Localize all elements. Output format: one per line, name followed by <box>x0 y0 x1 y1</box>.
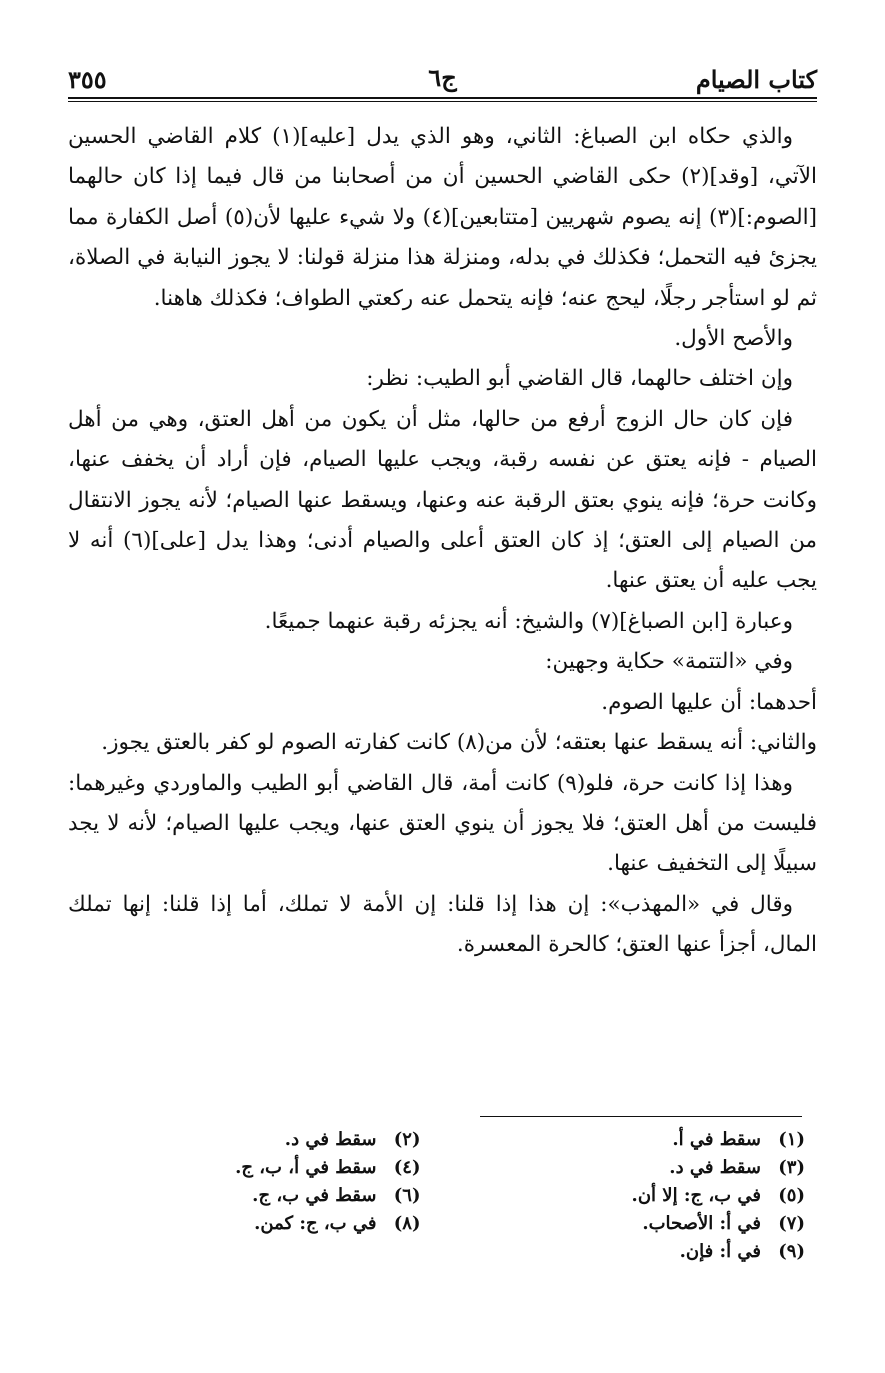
header-rule <box>68 97 817 99</box>
footnote-number: (٥) <box>778 1185 805 1206</box>
header-rule-thin <box>68 101 817 102</box>
footnote-number: (٢) <box>393 1129 421 1150</box>
footnote-number: (٣) <box>778 1157 805 1178</box>
paragraph: وإن اختلف حالهما، قال القاضي أبو الطيب: نظر: <box>366 366 793 392</box>
paragraph: والذي حكاه ابن الصباغ: الثاني، وهو الذي يدل [عليه](١) كلام القاضي الحسين الآتي، [وقد](٢) حكى القاضي الحسين أن من أصحابنا من قال فيما إذا كان حالهما [الصوم:](٣) إنه يصوم شهريين [متتابعين](٤) ولا شيء عليها لأن(٥) أصل الكفارة مما يجزئ فيه التحمل؛ فكذلك في بدله، ومنزلة هذا منزلة قولنا: لا يجوز النيابة في الصلاة، ثم لو استأجر رجلًا، ليحج عنه؛ فإنه يتحمل عنه ركعتي الطواف؛ فكذلك هاهنا. <box>68 124 817 311</box>
volume-label: ج٦ <box>428 63 457 92</box>
footnote-text: سقط في ب، ج. <box>252 1185 377 1206</box>
paragraph: وقال في «المهذب»: إن هذا إذا قلنا: إن الأمة لا تملك، أما إذا قلنا: إنها تملك المال، أجزأ عنها العتق؛ كالحرة المعسرة. <box>68 891 817 958</box>
footnote <box>68 1210 433 1238</box>
footnote-number: (٨) <box>393 1213 421 1234</box>
footnote <box>68 1154 433 1182</box>
footnote <box>453 1182 818 1210</box>
page-number: ٣٥٥ <box>68 65 107 94</box>
paragraph: وفي «التتمة» حكاية وجهين: <box>545 649 793 675</box>
footnote-number: (٤) <box>393 1157 421 1178</box>
footnote <box>68 1126 433 1154</box>
paragraph: وعبارة [ابن الصباغ](٧) والشيخ: أنه يجزئه رقبة عنهما جميعًا. <box>264 608 793 634</box>
footnote-text: سقط في أ. <box>672 1129 761 1150</box>
paragraph: والأصح الأول. <box>674 326 793 352</box>
chapter-title: كتاب الصيام <box>695 65 817 94</box>
footnotes <box>68 1126 817 1266</box>
footnote-number: (٩) <box>778 1241 805 1262</box>
footnote-number: (٧) <box>778 1213 805 1234</box>
footnote-text: في أ: الأصحاب. <box>642 1213 761 1234</box>
footnote <box>453 1154 818 1182</box>
footnote-text: في أ: فإن. <box>679 1241 761 1262</box>
footnote-text: في ب، ج: إلا أن. <box>631 1185 761 1206</box>
footnote <box>68 1182 433 1210</box>
footnote <box>453 1126 818 1154</box>
footnote-text: سقط في د. <box>669 1157 761 1178</box>
footnote-text: سقط في أ، ب، ج. <box>235 1157 377 1178</box>
paragraph: والثاني: أنه يسقط عنها بعتقه؛ لأن من(٨) كانت كفارته الصوم لو كفر بالعتق يجوز. <box>101 730 817 756</box>
footnote-rule <box>480 1116 802 1117</box>
main-text <box>68 117 817 966</box>
footnote-text: سقط في د. <box>284 1129 377 1150</box>
footnote-text: في ب، ج: كمن. <box>254 1213 377 1234</box>
footnote <box>453 1238 818 1266</box>
paragraph: أحدهما: أن عليها الصوم. <box>601 689 817 715</box>
footnote <box>453 1210 818 1238</box>
footnote-number: (١) <box>778 1129 805 1150</box>
paragraph: وهذا إذا كانت حرة، فلو(٩) كانت أمة، قال القاضي أبو الطيب والماوردي وغيرهما: فليست من أهل العتق؛ فلا يجوز أن ينوي العتق عنها، ويجب عليها الصيام؛ لأنه لا يجد سبيلًا إلى التخفيف عنها. <box>68 770 817 877</box>
footnote-number: (٦) <box>393 1185 421 1206</box>
page-header <box>68 52 817 94</box>
paragraph: فإن كان حال الزوج أرفع من حالها، مثل أن يكون من أهل العتق، وهي من أهل الصيام - فإنه يعتق عن نفسه رقبة، ويجب عليها الصيام، فإن أراد أن يخفف عنها، وكانت حرة؛ فإنه ينوي بعتق الرقبة عنه وعنها، ويسقط عنها الصيام؛ لأنه يجوز الانتقال من الصيام إلى العتق؛ إذ كان العتق أعلى والصيام أدنى؛ وهذا يدل [على](٦) أنه لا يجب عليه أن يعتق عنها. <box>68 406 817 594</box>
